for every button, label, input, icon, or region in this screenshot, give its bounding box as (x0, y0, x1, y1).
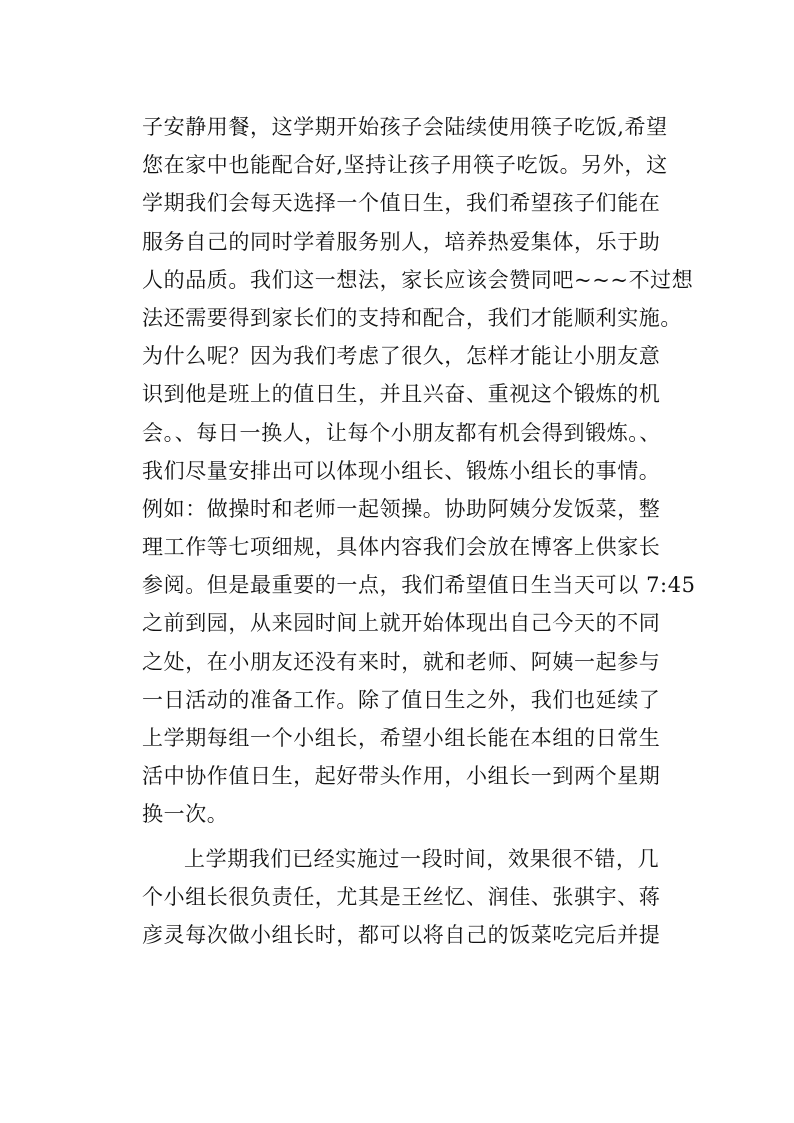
text-line: 活中协作值日生，起好带头作用，小组长一到两个星期 (142, 764, 661, 789)
text-line: 换一次。 (142, 802, 229, 827)
document-body (142, 108, 696, 954)
text-line: 理工作等七项细规，具体内容我们会放在博客上供家长 (142, 535, 661, 560)
text-line: 上学期我们已经实施过一段时间，效果很不错，几 (184, 846, 660, 871)
text-line: 一日活动的准备工作。除了值日生之外，我们也延续了 (142, 687, 661, 712)
text-line: 个小组长很负责任，尤其是王丝忆、润佳、张骐宇、蒋 (142, 884, 661, 909)
text-line: 我们尽量安排出可以体现小组长、锻炼小组长的事情。 (142, 458, 661, 483)
text-line: 学期我们会每天选择一个值日生，我们希望孩子们能在 (142, 191, 661, 216)
text-line: 上学期每组一个小组长，希望小组长能在本组的日常生 (142, 726, 661, 750)
text-line: 之前到园，从来园时间上就开始体现出自己今天的不同 (142, 611, 661, 636)
text-line: 子安静用餐，这学期开始孩子会陆续使用筷子吃饭,希望 (142, 115, 668, 139)
text-line: 参阅。但是最重要的一点，我们希望值日生当天可以 7:45 (142, 573, 696, 598)
paragraph-1 (142, 108, 696, 834)
text-line: 人的品质。我们这一想法，家长应该会赞同吧~~~不过想 (142, 267, 694, 292)
text-line: 彦灵每次做小组长时，都可以将自己的饭菜吃完后并提 (142, 922, 661, 947)
text-line: 之处，在小朋友还没有来时，就和老师、阿姨一起参与 (142, 649, 661, 674)
text-line: 您在家中也能配合好,坚持让孩子用筷子吃饭。另外，这 (142, 153, 668, 178)
text-line: 会。、每日一换人，让每个小朋友都有机会得到锻炼。、 (142, 420, 661, 445)
text-line: 为什么呢？因为我们考虑了很久，怎样才能让小朋友意 (142, 344, 661, 369)
text-line: 服务自己的同时学着服务别人，培养热爱集体，乐于助 (142, 229, 661, 254)
paragraph-2 (142, 840, 662, 955)
text-line: 法还需要得到家长们的支持和配合，我们才能顺利实施。 (142, 305, 682, 330)
text-line: 识到他是班上的值日生，并且兴奋、重视这个锻炼的机 (142, 382, 661, 407)
text-line: 例如：做操时和老师一起领操。协助阿姨分发饭菜，整 (142, 496, 661, 521)
